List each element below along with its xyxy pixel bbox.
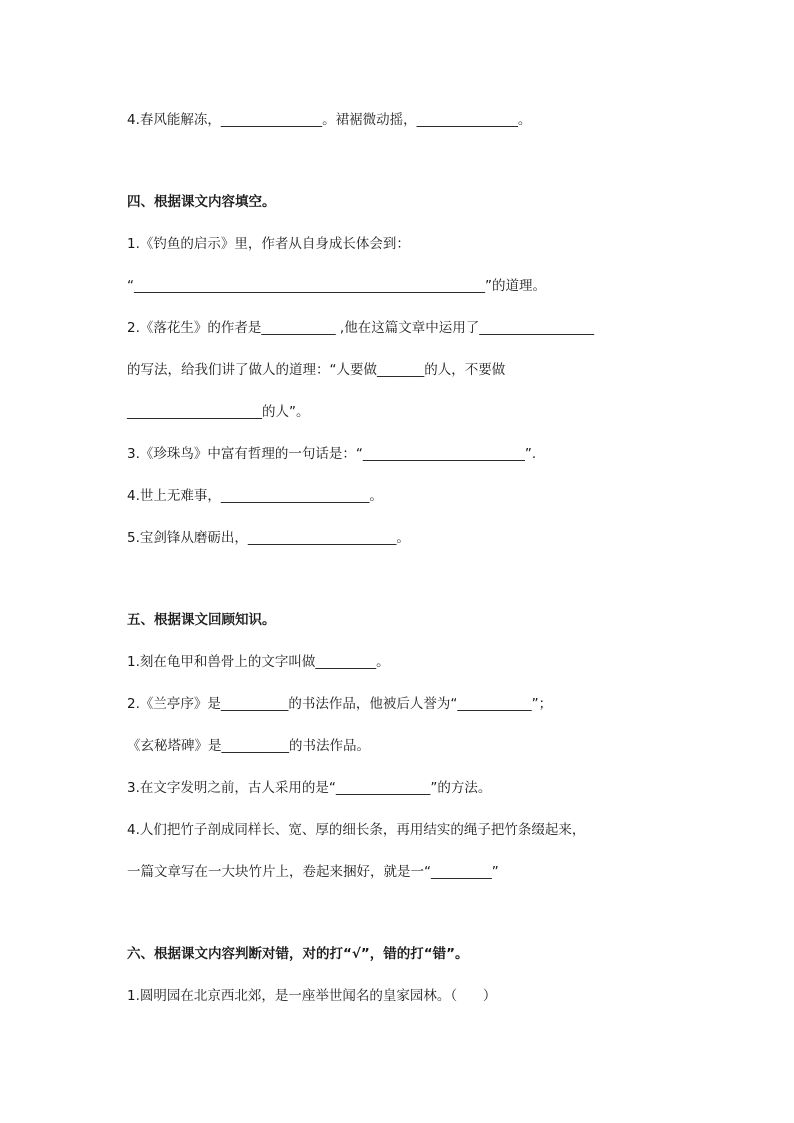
poem-fill-line: 4.春风能解冻，_______________。裙裾微动摇，_______________。 [127,112,532,128]
section-4-heading: 四、根据课文内容填空。 [127,194,276,210]
question-4-3: 3.《珍珠鸟》中富有哲理的一句话是：“________________________”. [127,446,537,462]
section-6-heading: 六、根据课文内容判断对错，对的打“√”，错的打“错”。 [127,946,469,962]
question-4-1: 1.《钓鱼的启示》里，作者从自身成长体会到： [127,236,410,252]
question-5-1: 1.刻在龟甲和兽骨上的文字叫做_________。 [127,654,390,670]
question-6-1: 1.圆明园在北京西北郊，是一座举世闻名的皇家园林。（ ） [127,988,497,1004]
question-5-2: 2.《兰亭序》是__________的书法作品，他被后人誉为“___________”； [127,696,553,712]
question-5-2-cont: 《玄秘塔碑》是__________的书法作品。 [127,738,370,754]
question-4-2-end: ____________________的人”。 [127,404,310,420]
question-5-4: 4.人们把竹子剖成同样长、宽、厚的细长条，再用结实的绳子把竹条缀起来， [127,822,586,838]
section-5-heading: 五、根据课文回顾知识。 [127,612,276,628]
question-4-2: 2.《落花生》的作者是___________ ,他在这篇文章中运用了_________________ [127,320,594,336]
question-4-4: 4.世上无难事，______________________。 [127,488,383,504]
question-4-1-answer-line: “____________________________________________________”的道理。 [127,278,546,294]
question-5-3: 3.在文字发明之前，古人采用的是“______________”的方法。 [127,780,492,796]
question-4-5: 5.宝剑锋从磨砺出，______________________。 [127,530,410,546]
question-5-4-cont: 一篇文章写在一大块竹片上，卷起来捆好，就是一“_________” [127,864,499,880]
question-4-2-cont: 的写法，给我们讲了做人的道理：“人要做_______的人，不要做 [127,362,506,378]
